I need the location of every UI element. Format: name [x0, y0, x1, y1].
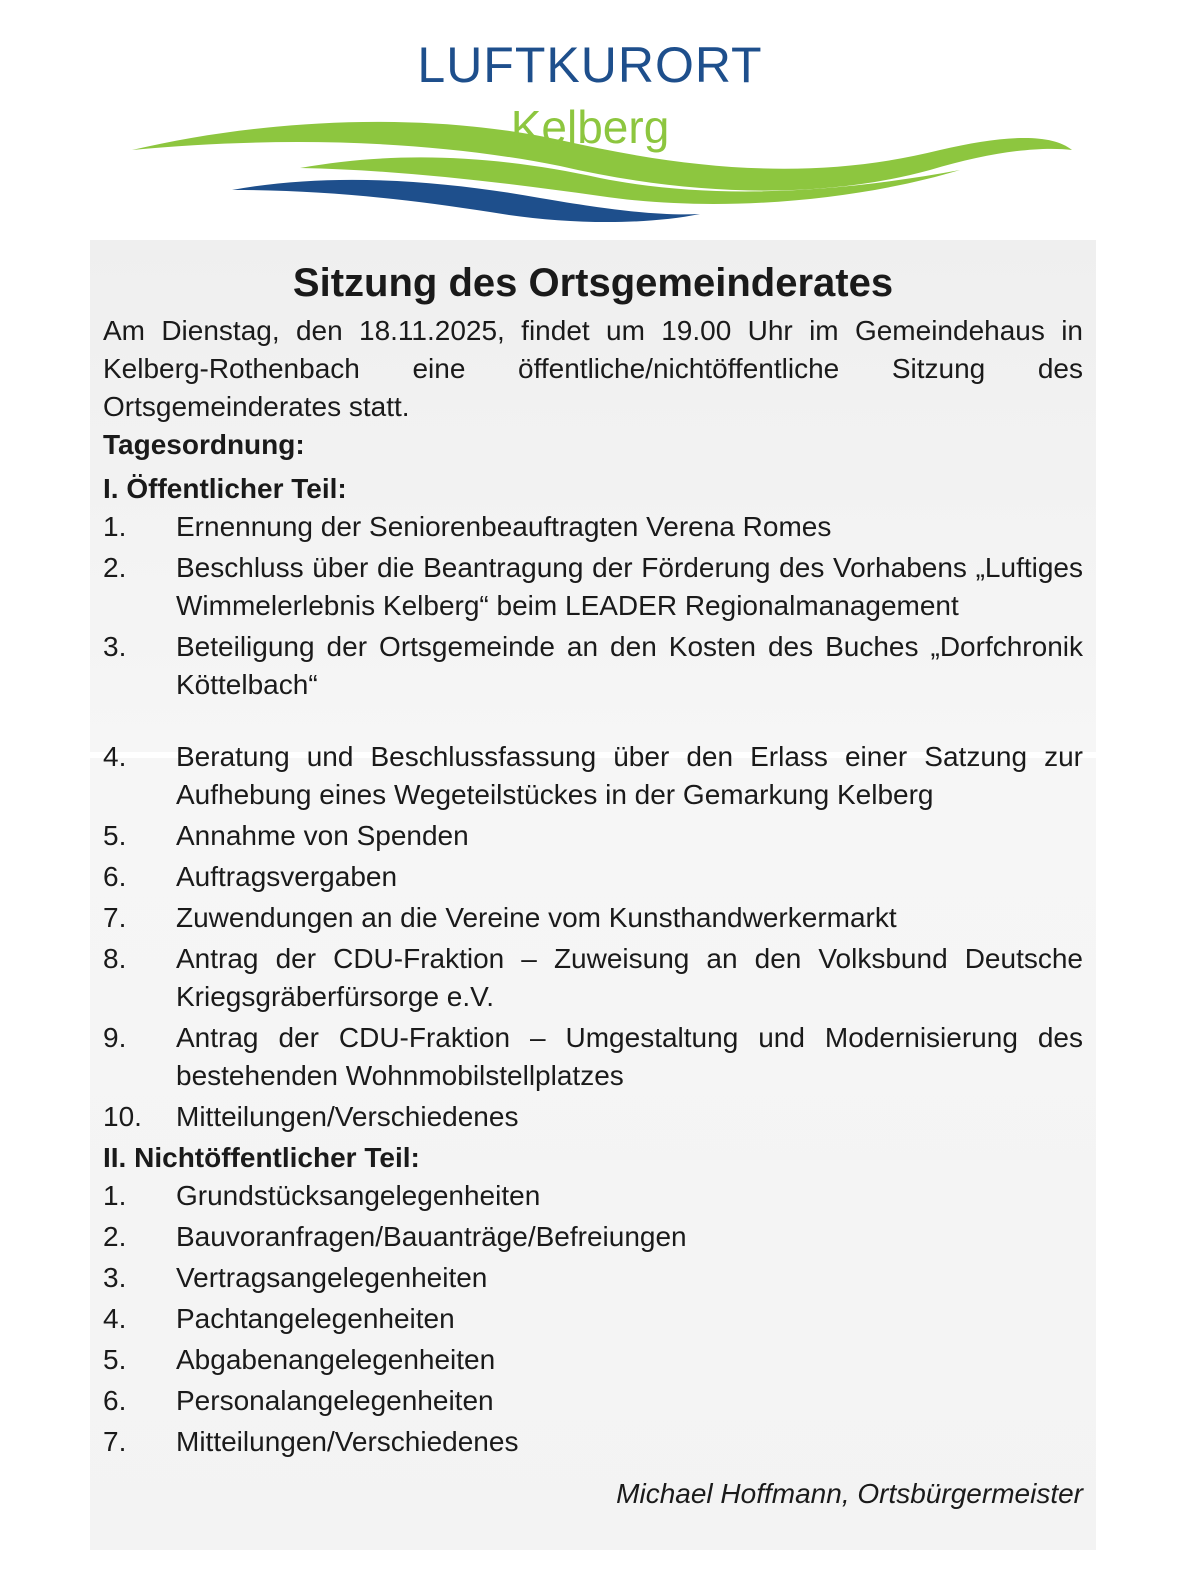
agenda-item-text: Grundstücksangelegenheiten: [176, 1180, 541, 1211]
agenda-item: [103, 1382, 1083, 1420]
notice-content: [103, 258, 1083, 1541]
agenda-item-text: Zuwendungen an die Vereine vom Kunsthandwerkermarkt: [176, 902, 897, 933]
agenda-item-text: Mitteilungen/Verschiedenes: [176, 1101, 519, 1132]
private-part-heading: II. Nichtöffentlicher Teil:: [103, 1142, 420, 1173]
agenda-item-number: 10.: [103, 1101, 142, 1132]
agenda-item: [103, 1177, 1083, 1215]
agenda-item-number: 4.: [103, 741, 127, 772]
agenda-item-number: 3.: [103, 1262, 127, 1293]
agenda-item-text: Mitteilungen/Verschiedenes: [176, 1426, 519, 1457]
logo-subtitle: Kelberg: [510, 101, 670, 153]
agenda-item: [103, 1259, 1083, 1297]
agenda-item: [103, 1341, 1083, 1379]
agenda-item-number: 5.: [103, 820, 127, 851]
section-spacer: [103, 707, 1083, 735]
agenda-heading: Tagesordnung:: [103, 429, 305, 460]
agenda-item-number: 2.: [103, 552, 127, 583]
agenda-item: [103, 628, 1083, 704]
private-agenda-list: [103, 1177, 1083, 1461]
agenda-item-number: 9.: [103, 1022, 127, 1053]
agenda-item-text: Pachtangelegenheiten: [176, 1303, 455, 1334]
agenda-item-text: Antrag der CDU-Fraktion – Zuweisung an den Volksbund Deutsche Kriegsgräberfürsorge e.V.: [176, 943, 1083, 1012]
agenda-item-number: 6.: [103, 1385, 127, 1416]
notice-title: Sitzung des Ortsgemeinderates: [292, 261, 894, 305]
agenda-item-text: Annahme von Spenden: [176, 820, 469, 851]
agenda-item: [103, 1218, 1083, 1256]
agenda-item: [103, 1300, 1083, 1338]
agenda-item-text: Beratung und Beschlussfassung über den Erlass einer Satzung zur Aufhebung eines Wegeteilstückes in der Gemarkung Kelberg: [176, 741, 1083, 810]
agenda-item-number: 4.: [103, 1303, 127, 1334]
agenda-item-text: Antrag der CDU-Fraktion – Umgestaltung und Modernisierung des bestehenden Wohnmobilstellplatzes: [176, 1022, 1083, 1091]
agenda-item-text: Personalangelegenheiten: [176, 1385, 494, 1416]
agenda-item: [103, 508, 1083, 546]
agenda-item: [103, 549, 1083, 625]
agenda-item-number: 5.: [103, 1344, 127, 1375]
public-part-heading: I. Öffentlicher Teil:: [103, 473, 347, 504]
agenda-item: [103, 899, 1083, 937]
agenda-item-number: 1.: [103, 511, 127, 542]
signature: Michael Hoffmann, Ortsbürgermeister: [616, 1478, 1083, 1509]
agenda-item: [103, 858, 1083, 896]
agenda-item-text: Bauvoranfragen/Bauanträge/Befreiungen: [176, 1221, 687, 1252]
agenda-item-number: 6.: [103, 861, 127, 892]
agenda-item-text: Abgabenangelegenheiten: [176, 1344, 496, 1375]
agenda-item: [103, 1019, 1083, 1095]
public-agenda-list: [103, 508, 1083, 1136]
agenda-item: [103, 1098, 1083, 1136]
agenda-item-text: Beschluss über die Beantragung der Förderung des Vorhabens „Luftiges Wimmelerlebnis Kelberg“ beim LEADER Regionalmanagement: [176, 552, 1083, 621]
logo: [0, 0, 1180, 240]
agenda-item-number: 7.: [103, 1426, 127, 1457]
agenda-item-number: 7.: [103, 902, 127, 933]
agenda-item-text: Ernennung der Seniorenbeauftragten Verena Romes: [176, 511, 832, 542]
agenda-item: [103, 1423, 1083, 1461]
notice-intro: Am Dienstag, den 18.11.2025, findet um 19.00 Uhr im Gemeindehaus in Kelberg-Rothenbach eine öffentliche/nichtöffentliche Sitzung des Ortsgemeinderates statt.: [103, 315, 1083, 422]
agenda-item: [103, 738, 1083, 814]
logo-title: LUFTKURORT: [417, 37, 763, 93]
agenda-item-text: Vertragsangelegenheiten: [176, 1262, 488, 1293]
agenda-item-number: 8.: [103, 943, 127, 974]
agenda-item-number: 1.: [103, 1180, 127, 1211]
agenda-item: [103, 940, 1083, 1016]
agenda-item-text: Auftragsvergaben: [176, 861, 398, 892]
agenda-item-text: Beteiligung der Ortsgemeinde an den Kosten des Buches „Dorfchronik Köttelbach“: [176, 631, 1083, 700]
agenda-item-number: 3.: [103, 631, 127, 662]
agenda-item: [103, 817, 1083, 855]
agenda-item-number: 2.: [103, 1221, 127, 1252]
